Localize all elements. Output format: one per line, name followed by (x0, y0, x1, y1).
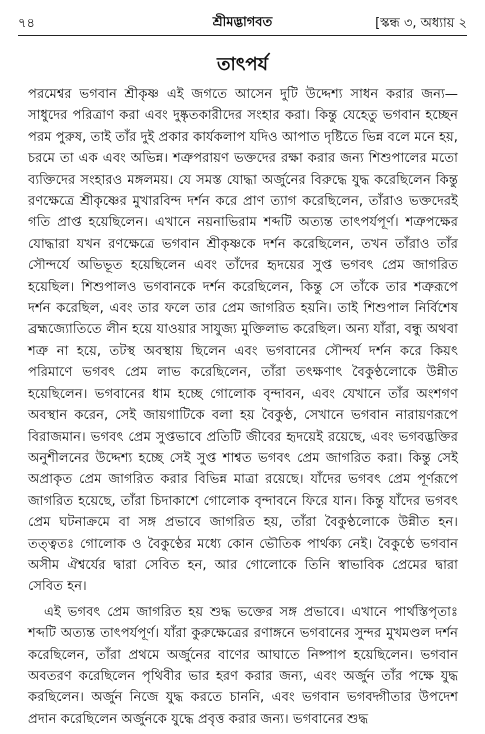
paragraph: এই ভগবৎ প্রেম জাগরিত হয় শুদ্ধ ভক্তের সঙ্গ প্রভাবে। এখানে পার্থস্তিপৃতাঃ শব্দটি অত্যন্ত তাৎপর্যপূর্ণ। যাঁরা কুরুক্ষেত্রের রণাঙ্গনে ভগবানের সুন্দর মুখমণ্ডল দর্শন করেছিলেন, তাঁরা প্রথমে অর্জুনের বাণের আঘাতে নিষ্পাপ হয়েছিলেন। ভগবান অবতরণ করেছিলেন পৃথিবীর ভার হরণ করার জন্য, এবং অর্জুন তাঁর পক্ষে যুদ্ধ করছিলেন। অর্জুন নিজে যুদ্ধ করতে চাননি, এবং ভগবান ভগবদ্গীতার উপদেশ প্রদান করেছিলেন অর্জুনকে যুদ্ধে প্রবৃত্ত করার জন্য। ভগবানের শুদ্ধ (28, 604, 458, 727)
page-number: ৭৪ (18, 16, 35, 31)
header-rule (18, 35, 467, 36)
section-reference: [স্কন্ধ ৩, অধ্যায় ২ (375, 16, 467, 31)
paragraph: পরমেশ্বর ভগবান শ্রীকৃষ্ণ এই জগতে আসেন দুটি উদ্দেশ্য সাধন করার জন্য— সাধুদের পরিত্রাণ করা এবং দুষ্কৃতকারীদের সংহার করা। কিন্তু যেহেতু ভগবান হচ্ছেন পরম পুরুষ, তাই তাঁর দুই প্রকার কার্যকলাপ যদিও আপাত দৃষ্টিতে ভিন্ন বলে মনে হয়, চরমে তা এক এবং অভিন্ন। শত্রুপরায়ণ ভক্তদের রক্ষা করার জন্য শিশুপালের মতো ব্যক্তিদের সংহারও মঙ্গলময়। যে সমস্ত যোদ্ধা অর্জুনের বিরুদ্ধে যুদ্ধ করেছিলেন কিন্তু রণক্ষেত্রে শ্রীকৃষ্ণের মুখারবিন্দ দর্শন করে প্রাণ ত্যাগ করেছিলেন, তাঁরাও ভক্তদেরই গতি প্রাপ্ত হয়েছিলেন। এখানে নয়নাভিরাম শব্দটি অত্যন্ত তাৎপর্যপূর্ণ। শত্রুপক্ষের যোদ্ধারা যখন রণক্ষেত্রে ভগবান শ্রীকৃষ্ণকে দর্শন করেছিলেন, তখন তাঁরাও তাঁর সৌন্দর্যে অভিভূত হয়েছিলেন এবং তাঁদের হৃদয়ের সুপ্ত ভগবৎ প্রেম জাগরিত হয়েছিল। শিশুপালও ভগবানকে দর্শন করেছিলেন, কিন্তু সে তাঁকে তার শত্রুরূপে দর্শন করেছিল, এবং তার ফলে তার প্রেম জাগরিত হয়নি। তাই শিশুপাল নির্বিশেষ ব্রহ্মজ্যোতিতে লীন হয়ে যাওয়ার সাযুজ্য মুক্তিলাভ করেছিল। অন্য যাঁরা, বন্ধু অথবা শত্রু না হয়ে, তটস্থ অবস্থায় ছিলেন এবং ভগবানের সৌন্দর্য দর্শন করে কিয়ৎ পরিমাণে ভগবৎ প্রেম লাভ করেছিলেন, তাঁরা তৎক্ষণাৎ বৈকুণ্ঠলোকে উন্নীত হয়েছিলেন। ভগবানের ধাম হচ্ছে গোলোক বৃন্দাবন, এবং যেখানে তাঁর অংশগণ অবস্থান করেন, সেই জায়গাটিকে বলা হয় বৈকুণ্ঠ, সেখানে ভগবান নারায়ণরূপে বিরাজমান। ভগবৎ প্রেম সুপ্তভাবে প্রতিটি জীবের হৃদয়েই রয়েছে, এবং ভগবদ্ভক্তির অনুশীলনের উদ্দেশ্য হচ্ছে সেই সুপ্ত শাশ্বত ভগবৎ প্রেম জাগরিত করা। কিন্তু সেই অপ্রাকৃত প্রেম জাগরিত করার বিভিন্ন মাত্রা রয়েছে। যাঁদের ভগবৎ প্রেম পূর্ণরূপে জাগরিত হয়েছে, তাঁরা চিদাকাশে গোলোক বৃন্দাবনে ফিরে যান। কিন্তু যাঁদের ভগবৎ প্রেম ঘটনাক্রমে বা সঙ্গ প্রভাবে জাগরিত হয়, তাঁরা বৈকুণ্ঠলোকে উন্নীত হন। তত্ত্বতঃ গোলোক ও বৈকুণ্ঠের মধ্যে কোন ভৌতিক পার্থক্য নেই। বৈকুণ্ঠে ভগবান অসীম ঐশ্বর্যের দ্বারা সেবিত হন, আর গোলোকে তিনি স্বাভাবিক প্রেমের দ্বারা সেবিত হন। (28, 87, 458, 595)
book-title: শ্রীমদ্ভাগবত (212, 15, 273, 30)
section-heading: তাৎপর্য (217, 54, 268, 75)
body-text (28, 84, 458, 734)
page-header (18, 10, 467, 34)
